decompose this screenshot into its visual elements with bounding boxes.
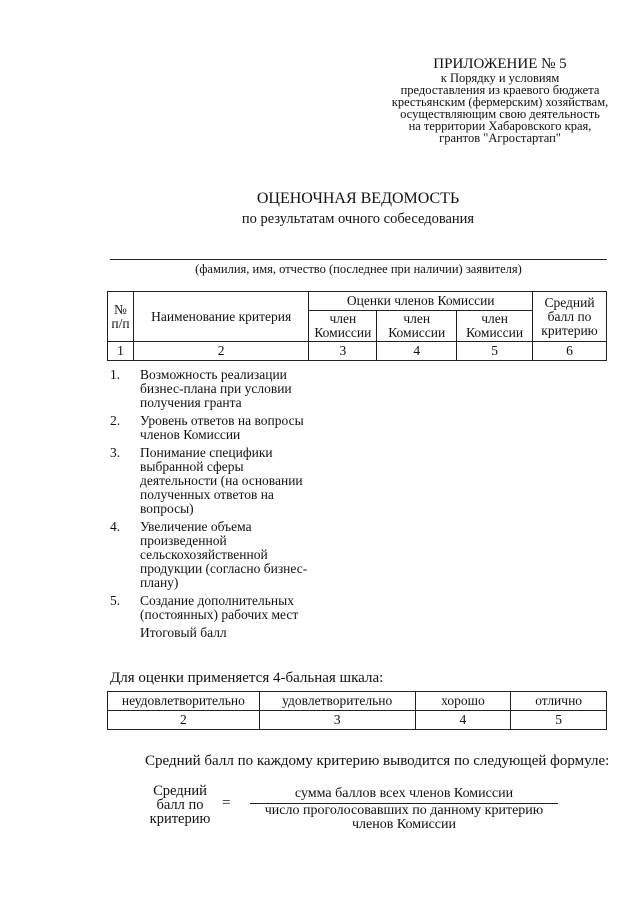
criterion-number: 2. — [110, 413, 121, 428]
formula-equals: = — [222, 795, 231, 811]
total-score-label: Итоговый балл — [140, 625, 227, 640]
scale-label: удовлетворительно — [259, 692, 415, 711]
column-number: 6 — [533, 342, 607, 361]
criterion-text: Уровень ответов на вопросы членов Комиссии — [140, 413, 304, 442]
header-num: № п/п — [108, 292, 134, 342]
criterion-number: 1. — [110, 367, 121, 382]
formula-intro: Средний балл по каждому критерию выводится по следующей формуле: — [145, 753, 610, 769]
criterion-text: Возможность реализации бизнес-плана при условии получения гранта — [140, 367, 292, 410]
appendix-line: к Порядку и условиям — [440, 71, 560, 85]
scale-value: 4 — [415, 711, 511, 730]
appendix-line: осуществляющим свою деятельность — [400, 107, 600, 121]
header-member: член Комиссии — [377, 311, 457, 342]
list-item — [110, 446, 310, 516]
applicant-name-line — [110, 259, 607, 260]
list-item — [110, 414, 310, 442]
criterion-text: Понимание специфики выбранной сферы деятельности (на основании полученных ответов на вопросы) — [140, 445, 303, 516]
appendix-line: крестьянским (фермерским) хозяйствам, — [391, 95, 609, 109]
list-item — [110, 368, 310, 410]
formula-left-side: Средний балл по критерию — [149, 783, 211, 827]
criterion-number: 5. — [110, 593, 121, 608]
document-subtitle: по результатам очного собеседования — [241, 211, 475, 227]
criterion-number: 4. — [110, 519, 121, 534]
header-commission-scores: Оценки членов Комиссии — [309, 292, 533, 311]
scale-intro: Для оценки применяется 4-бальная шкала: — [110, 670, 384, 686]
criteria-list — [110, 368, 310, 640]
header-member: член Комиссии — [309, 311, 377, 342]
scale-label: неудовлетворительно — [108, 692, 260, 711]
document-title: ОЦЕНОЧНАЯ ВЕДОМОСТЬ — [256, 190, 460, 207]
scale-value: 3 — [259, 711, 415, 730]
column-number: 3 — [309, 342, 377, 361]
list-item — [110, 520, 310, 590]
criterion-text: Создание дополнительных (постоянных) рабочих мест — [140, 593, 299, 622]
scale-value: 5 — [511, 711, 607, 730]
column-number: 5 — [457, 342, 533, 361]
criterion-text: Увеличение объема произведенной сельскохозяйственной продукции (согласно бизнес-плану) — [140, 519, 308, 590]
header-criterion-name: Наименование критерия — [133, 292, 308, 342]
appendix-title: ПРИЛОЖЕНИЕ № 5 — [433, 56, 567, 72]
formula-denominator: число проголосовавших по данному критерию членов Комиссии — [264, 803, 544, 832]
criterion-number: 3. — [110, 445, 121, 460]
applicant-name-caption: (фамилия, имя, отчество (последнее при наличии) заявителя) — [195, 262, 522, 276]
scale-label: отлично — [511, 692, 607, 711]
formula-numerator: сумма баллов всех членов Комиссии — [294, 786, 514, 801]
evaluation-table — [107, 291, 607, 361]
scale-table — [107, 691, 607, 730]
column-number: 2 — [133, 342, 308, 361]
column-number: 1 — [108, 342, 134, 361]
scale-label: хорошо — [415, 692, 511, 711]
header-average-score: Средний балл по критерию — [533, 292, 607, 342]
column-number: 4 — [377, 342, 457, 361]
appendix-line: предоставления из краевого бюджета — [400, 83, 600, 97]
header-member: член Комиссии — [457, 311, 533, 342]
appendix-line: на территории Хабаровского края, — [408, 119, 592, 133]
list-item — [110, 594, 310, 622]
appendix-header — [380, 56, 620, 144]
appendix-line: грантов "Агростартап" — [439, 131, 561, 145]
scale-value: 2 — [108, 711, 260, 730]
